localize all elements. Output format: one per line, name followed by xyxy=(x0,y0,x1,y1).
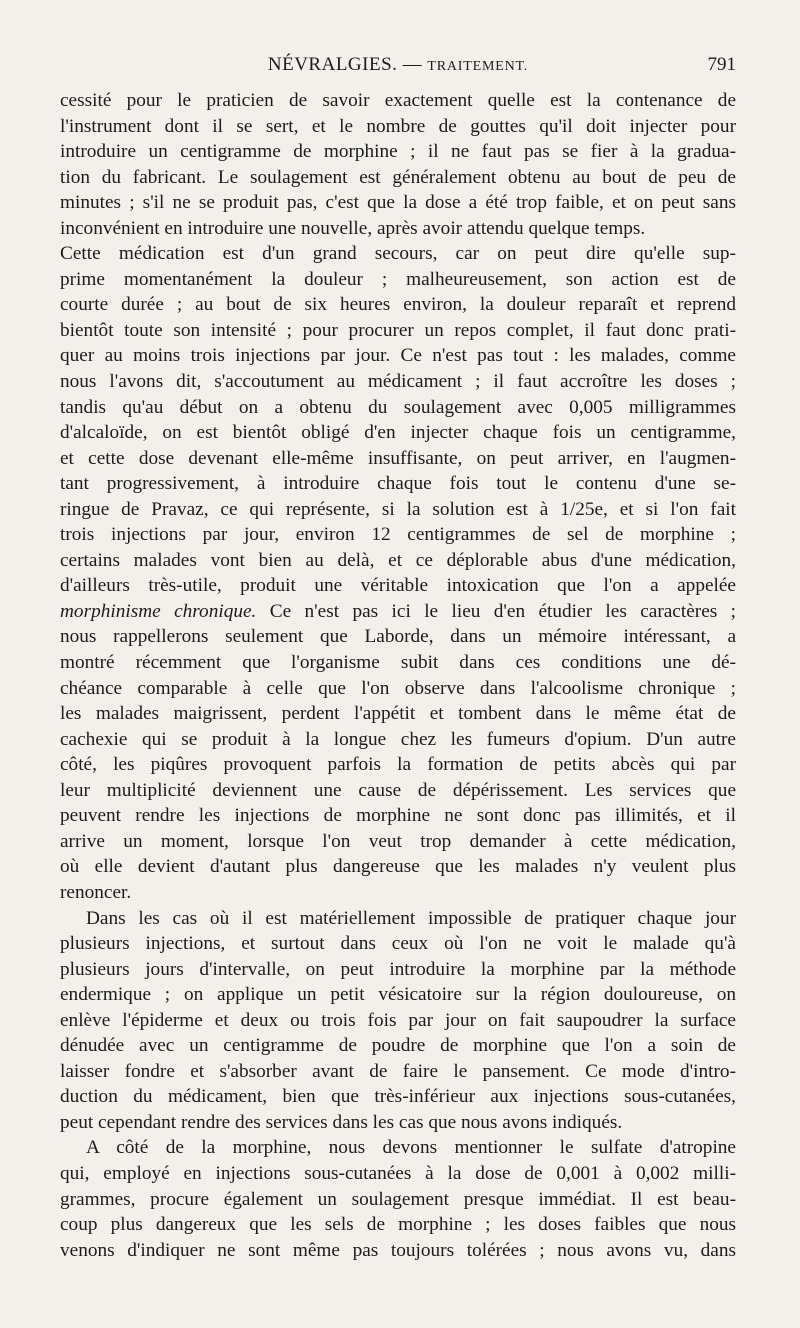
text-line: d'alcaloïde, on est bientôt obligé d'en injecter chaque fois un centigramme, xyxy=(60,422,736,444)
text-line: leur multiplicité deviennent une cause de dépérissement. Les services que xyxy=(60,779,736,801)
page-number: 791 xyxy=(707,54,736,75)
text-line: coup plus dangereux que les sels de morphine ; les doses faibles que nous xyxy=(60,1214,736,1236)
running-title-sub: TRAITEMENT. xyxy=(427,59,529,74)
text-line: montré récemment que l'organisme subit dans ces conditions une dé- xyxy=(60,652,736,674)
text-line: cachexie qui se produit à la longue chez les fumeurs d'opium. D'un autre xyxy=(60,728,736,750)
text-line-segment: Ce n'est pas ici le lieu d'en étudier les caractères ; xyxy=(256,600,736,622)
text-line: nous l'avons dit, s'accoutument au médicament ; il faut accroître les doses ; xyxy=(60,371,736,393)
text-line xyxy=(60,599,736,625)
text-line: bientôt toute son intensité ; pour procurer un repos complet, il faut donc prati- xyxy=(60,319,736,341)
text-line: plusieurs jours d'intervalle, on peut introduire la morphine par la méthode xyxy=(60,958,736,980)
text-line: courte durée ; au bout de six heures environ, la douleur reparaît et reprend xyxy=(60,294,736,316)
text-line: laisser fondre et s'absorber avant de faire le pansement. Ce mode d'intro- xyxy=(60,1060,736,1082)
text-line: minutes ; s'il ne se produit pas, c'est que la dose a été trop faible, et on peut sans xyxy=(60,192,736,214)
running-title-main: NÉVRALGIES. — xyxy=(267,54,423,75)
text-line: quer au moins trois injections par jour. Ce n'est pas tout : les malades, comme xyxy=(60,345,736,367)
text-line: ringue de Pravaz, ce qui représente, si la solution est à 1/25e, et si l'on fait xyxy=(60,498,736,520)
text-line: tion du fabricant. Le soulagement est généralement obtenu au bout de peu de xyxy=(60,166,736,188)
text-line: A côté de la morphine, nous devons mentionner le sulfate d'atropine xyxy=(86,1137,736,1159)
text-line: introduire un centigramme de morphine ; il ne faut pas se fier à la gradua- xyxy=(60,141,736,163)
text-line: dénudée avec un centigramme de poudre de morphine que l'on a soin de xyxy=(60,1035,736,1057)
text-line: venons d'indiquer ne sont même pas toujours tolérées ; nous avons vu, dans xyxy=(60,1239,736,1261)
text-line: Cette médication est d'un grand secours, car on peut dire qu'elle sup- xyxy=(60,243,736,265)
running-header xyxy=(60,54,736,84)
body-text xyxy=(60,88,736,1263)
text-line: côté, les piqûres provoquent parfois la formation de petits abcès qui par xyxy=(60,754,736,776)
text-line: prime momentanément la douleur ; malheureusement, son action est de xyxy=(60,268,736,290)
text-line: tant progressivement, à introduire chaque fois tout le contenu d'une se- xyxy=(60,473,736,495)
text-line: chéance comparable à celle que l'on observe dans l'alcoolisme chronique ; xyxy=(60,677,736,699)
italic-term: morphinisme chronique. xyxy=(60,600,257,622)
text-line: plusieurs injections, et surtout dans ceux où l'on ne voit le malade qu'à xyxy=(60,933,736,955)
text-line: grammes, procure également un soulagement presque immédiat. Il est beau- xyxy=(60,1188,736,1210)
text-line: endermique ; on applique un petit vésicatoire sur la région douloureuse, on xyxy=(60,984,736,1006)
text-line: trois injections par jour, environ 12 centigrammes de sel de morphine ; xyxy=(60,524,736,546)
text-line: inconvénient en introduire une nouvelle, après avoir attendu quelque temps. xyxy=(60,217,646,239)
text-line: et cette dose devenant elle-même insuffisante, on peut arriver, en l'augmen- xyxy=(60,447,736,469)
running-title xyxy=(60,54,736,76)
text-line: qui, employé en injections sous-cutanées à la dose de 0,001 à 0,002 milli- xyxy=(60,1162,736,1184)
text-line: duction du médicament, bien que très-inférieur aux injections sous-cutanées, xyxy=(60,1086,736,1108)
text-line: renoncer. xyxy=(60,881,132,903)
text-line: certains malades vont bien au delà, et ce déplorable abus d'une médication, xyxy=(60,549,736,571)
text-line: les malades maigrissent, perdent l'appétit et tombent dans le même état de xyxy=(60,703,736,725)
text-line: l'instrument dont il se sert, et le nombre de gouttes qu'il doit injecter pour xyxy=(60,115,736,137)
text-line: d'ailleurs très-utile, produit une véritable intoxication que l'on a appelée xyxy=(60,575,736,597)
text-line: peuvent rendre les injections de morphine ne sont donc pas illimités, et il xyxy=(60,805,736,827)
text-line: peut cependant rendre des services dans les cas que nous avons indiqués. xyxy=(60,1111,623,1133)
text-line: tandis qu'au début on a obtenu du soulagement avec 0,005 milligrammes xyxy=(60,396,736,418)
text-line: où elle devient d'autant plus dangereuse que les malades n'y veulent plus xyxy=(60,856,736,878)
text-line: nous rappellerons seulement que Laborde, dans un mémoire intéressant, a xyxy=(60,626,736,648)
text-line: enlève l'épiderme et deux ou trois fois par jour on fait saupoudrer la surface xyxy=(60,1009,736,1031)
text-line: Dans les cas où il est matériellement impossible de pratiquer chaque jour xyxy=(86,907,736,929)
text-line: cessité pour le praticien de savoir exactement quelle est la contenance de xyxy=(60,90,736,111)
text-line: arrive un moment, lorsque l'on veut trop demander à cette médication, xyxy=(60,830,736,852)
